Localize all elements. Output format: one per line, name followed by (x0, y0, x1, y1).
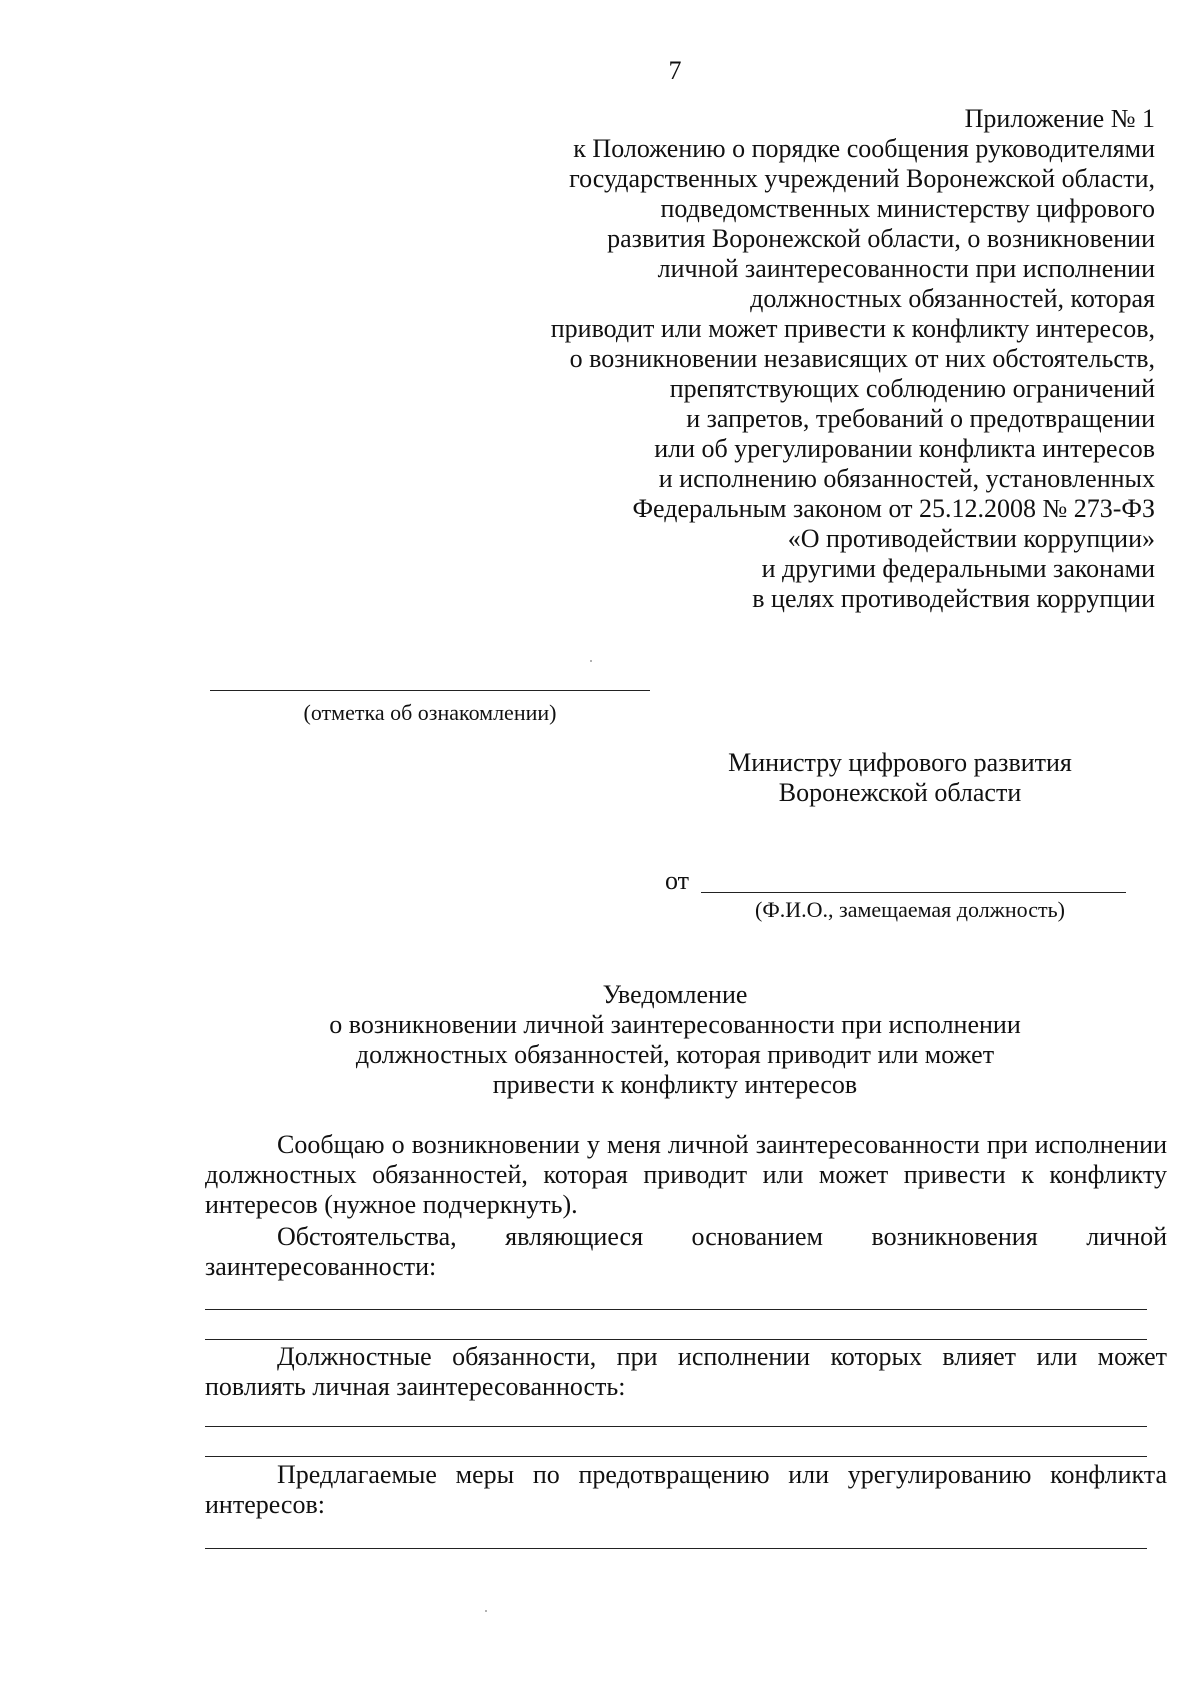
appendix-line: подведомственных министерству цифрового (660, 194, 1155, 223)
appendix-line: Приложение № 1 (964, 104, 1155, 133)
addressee-block (680, 748, 1120, 808)
sender-row (665, 866, 1125, 896)
notice-subtitle-line: привести к конфликту интересов (492, 1070, 858, 1099)
appendix-line: препятствующих соблюдению ограничений (669, 374, 1155, 403)
acknowledgement-signature-line (210, 690, 650, 691)
appendix-line: государственных учреждений Воронежской области, (569, 164, 1155, 193)
circumstances-fill-line (205, 1339, 1147, 1340)
appendix-line: приводит или может привести к конфликту интересов, (550, 314, 1155, 343)
scan-speck (485, 1610, 487, 1612)
circumstances-fill-line (205, 1309, 1147, 1310)
appendix-header (395, 104, 1155, 614)
sender-fill-line (701, 892, 1126, 893)
paragraph-text: Обстоятельства, являющиеся основанием возникновения личной заинтересованности: (205, 1222, 1167, 1281)
duties-fill-line (205, 1456, 1147, 1457)
notice-title: Уведомление (602, 980, 748, 1009)
notice-subtitle-line: должностных обязанностей, которая приводит или может (355, 1040, 995, 1069)
appendix-line: и запретов, требований о предотвращении (686, 404, 1155, 433)
acknowledgement-caption: (отметка об ознакомлении) (303, 700, 557, 725)
page-number: 7 (668, 56, 682, 85)
body-paragraph-2 (205, 1222, 1167, 1282)
duties-fill-line (205, 1426, 1147, 1427)
paragraph-text: Должностные обязанности, при исполнении которых влияет или может повлиять личная заинтересованность: (205, 1342, 1167, 1401)
paragraph-text: Предлагаемые меры по предотвращению или урегулированию конфликта интересов: (205, 1460, 1167, 1519)
notice-subtitle-line: о возникновении личной заинтересованности при исполнении (329, 1010, 1021, 1039)
paragraph-text: Сообщаю о возникновении у меня личной заинтересованности при исполнении должностных обязанностей, которая приводит или может привести к конфликту интересов (нужное подчеркнуть). (205, 1130, 1167, 1219)
appendix-line: к Положению о порядке сообщения руководителями (573, 134, 1155, 163)
appendix-line: в целях противодействия коррупции (752, 584, 1155, 613)
appendix-line: личной заинтересованности при исполнении (657, 254, 1155, 283)
body-paragraph-3 (205, 1342, 1167, 1402)
measures-fill-line (205, 1548, 1147, 1549)
addressee-line-1: Министру цифрового развития (728, 748, 1072, 777)
appendix-line: о возникновении независящих от них обстоятельств, (569, 344, 1155, 373)
sender-caption: (Ф.И.О., замещаемая должность) (755, 897, 1065, 922)
appendix-line: и другими федеральными законами (761, 554, 1155, 583)
addressee-line-2: Воронежской области (778, 778, 1022, 807)
notice-title-block (225, 980, 1125, 1100)
appendix-line: должностных обязанностей, которая (750, 284, 1155, 313)
appendix-line: или об урегулировании конфликта интересов (654, 434, 1155, 463)
appendix-line: развития Воронежской области, о возникновении (607, 224, 1155, 253)
appendix-line: и исполнению обязанностей, установленных (658, 464, 1155, 493)
appendix-line: Федеральным законом от 25.12.2008 № 273-ФЗ (632, 494, 1155, 523)
body-paragraph-4 (205, 1460, 1167, 1520)
body-paragraph-1 (205, 1130, 1167, 1220)
sender-label: от (665, 866, 690, 895)
appendix-line: «О противодействии коррупции» (787, 524, 1155, 553)
scan-speck (590, 660, 592, 662)
